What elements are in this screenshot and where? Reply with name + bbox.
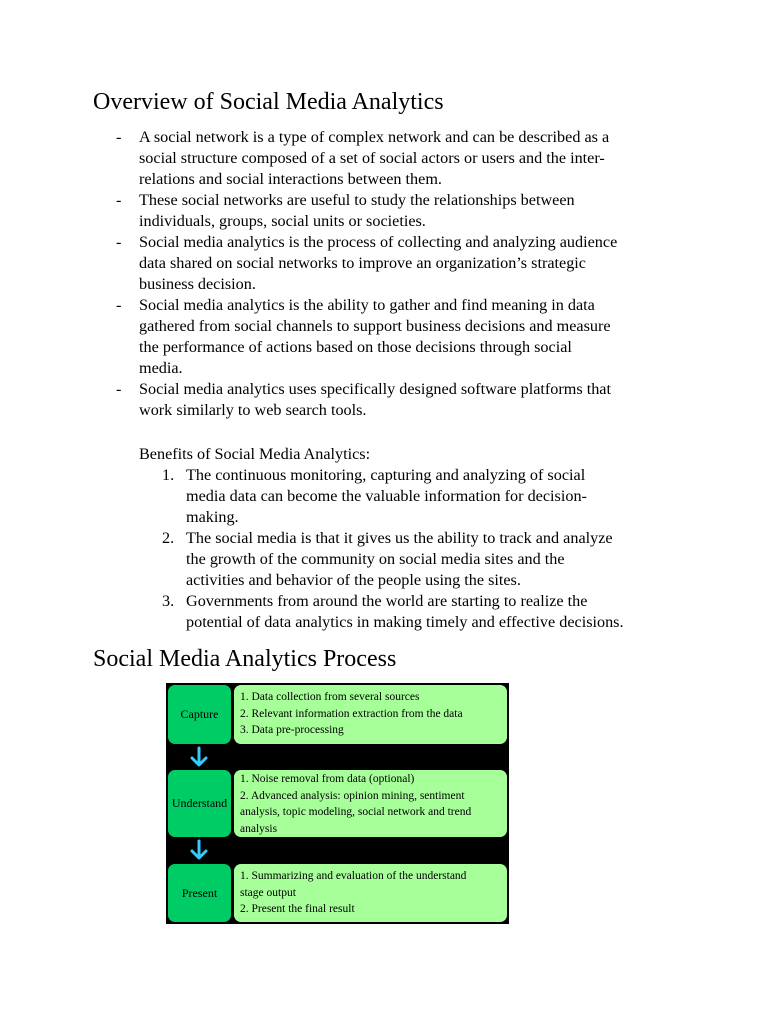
bullet-line: business decision.	[139, 275, 256, 293]
section-title-process: Social Media Analytics Process	[93, 646, 397, 672]
detail-line: analysis, topic modeling, social network and trend	[240, 806, 472, 818]
bullet-dash: -	[116, 233, 122, 251]
detail-line: 3. Data pre-processing	[240, 724, 344, 736]
benefits-list	[162, 465, 682, 633]
stage-label: Present	[181, 885, 218, 900]
detail-line: analysis	[240, 822, 278, 835]
bullet-dash: -	[116, 296, 122, 314]
bullet-dash: -	[116, 191, 122, 209]
benefit-number: 1.	[162, 466, 175, 484]
bullet-line: data shared on social networks to improve an organization’s strategic	[139, 254, 586, 272]
bullet-dash: -	[116, 380, 122, 398]
detail-line: 1. Noise removal from data (optional)	[240, 773, 415, 785]
benefit-line: media data can become the valuable information for decision-	[186, 487, 587, 505]
bullet-line: Social media analytics uses specifically designed software platforms that	[139, 380, 611, 398]
overview-bullet-list	[116, 127, 676, 421]
benefit-line: The continuous monitoring, capturing and analyzing of social	[186, 466, 586, 484]
bullet-line: gathered from social channels to support business decisions and measure	[139, 317, 611, 335]
stage-understand-details	[234, 770, 507, 837]
benefit-line: activities and behavior of the people using the sites.	[186, 571, 521, 589]
stage-label: Understand	[171, 796, 228, 810]
detail-line: 1. Data collection from several sources	[240, 691, 420, 703]
benefit-line: The social media is that it gives us the ability to track and analyze	[186, 529, 613, 547]
section-title-overview: Overview of Social Media Analytics	[93, 89, 444, 115]
bullet-item	[116, 232, 676, 295]
detail-line: stage output	[240, 886, 296, 899]
bullet-line: These social networks are useful to study the relationships between	[139, 191, 575, 209]
bullet-item	[116, 190, 676, 232]
process-diagram	[166, 683, 509, 924]
bullet-line: Social media analytics is the ability to gather and find meaning in data	[139, 296, 595, 314]
bullet-item	[116, 379, 676, 421]
bullet-item	[116, 127, 676, 190]
arrow-down-icon	[188, 746, 210, 768]
stage-present-details	[234, 864, 507, 922]
benefit-item	[162, 465, 682, 528]
bullet-line: Social media analytics is the process of collecting and analyzing audience	[139, 233, 618, 251]
benefit-item	[162, 591, 682, 633]
benefit-line: the growth of the community on social media sites and the	[186, 550, 565, 568]
detail-line: 2. Relevant information extraction from the data	[240, 707, 463, 720]
bullet-line: relations and social interactions between them.	[139, 170, 442, 188]
benefit-line: potential of data analytics in making timely and effective decisions.	[186, 613, 624, 631]
detail-line: 2. Advanced analysis: opinion mining, sentiment	[240, 789, 465, 802]
bullet-line: individuals, groups, social units or societies.	[139, 212, 426, 230]
detail-line: 1. Summarizing and evaluation of the understand	[240, 870, 467, 882]
benefit-item	[162, 528, 682, 591]
stage-capture	[168, 685, 231, 744]
arrow-down-icon	[188, 839, 210, 861]
bullet-line: media.	[139, 359, 183, 377]
bullet-line: A social network is a type of complex network and can be described as a	[139, 128, 610, 146]
bullet-item	[116, 295, 676, 379]
stage-present	[168, 864, 231, 922]
benefits-heading: Benefits of Social Media Analytics:	[139, 445, 371, 463]
stage-understand	[168, 770, 231, 837]
stage-label: Capture	[180, 707, 219, 721]
benefit-line: making.	[186, 508, 239, 526]
detail-line: 2. Present the final result	[240, 903, 355, 915]
bullet-line: social structure composed of a set of social actors or users and the inter-	[139, 149, 605, 167]
stage-capture-details	[234, 685, 507, 744]
benefit-line: Governments from around the world are starting to realize the	[186, 592, 588, 610]
benefit-number: 2.	[162, 529, 175, 547]
bullet-line: work similarly to web search tools.	[139, 401, 367, 419]
benefit-number: 3.	[162, 592, 175, 610]
bullet-dash: -	[116, 128, 122, 146]
bullet-line: the performance of actions based on those decisions through social	[139, 338, 572, 356]
